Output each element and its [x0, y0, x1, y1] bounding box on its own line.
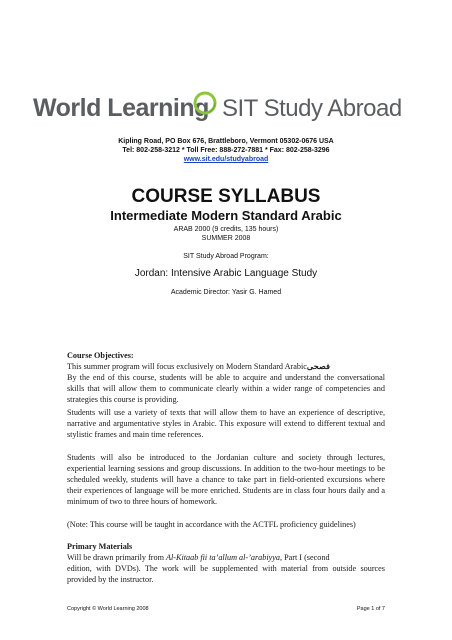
course-meta: [0, 225, 452, 243]
objectives-paragraph-3: Students will also be introduced to the Jordanian culture and society through lectures, experiential learning sessions and group discussions. In addition to the two-hour meetings to be scheduled weekly, students will have a chance to take part in field-oriented excursions where their experiences of language will be more enriched. Students are in class four hours daily and a minimum of two to three hours of homework.: [67, 453, 385, 506]
objectives-paragraph-1: [67, 361, 385, 405]
course-subtitle: Intermediate Modern Standard Arabic: [110, 208, 342, 223]
objectives-line-1: This summer program will focus exclusively on Modern Standard Arabic: [67, 362, 307, 371]
objectives-section: [67, 350, 385, 405]
address-block: [0, 137, 452, 164]
page-number: Page 1 of 7: [356, 606, 385, 612]
contact-line: Tel: 802-258-3212 * Toll Free: 888-272-7881 * Fax: 802-258-3296: [122, 147, 330, 154]
materials-heading: Primary Materials: [67, 542, 133, 551]
objectives-line-rest: By the end of this course, students will be able to acquire and understand the conversational skills that will allow them to communicate clearly within a wider range of competencies and strategies this course is providing.: [67, 373, 385, 404]
materials-text-start: Will be drawn primarily from: [67, 553, 167, 562]
course-term: SUMMER 2008: [201, 235, 251, 242]
brand-sit-study-abroad: SIT Study Abroad: [222, 95, 402, 122]
objectives-heading: Course Objectives:: [67, 351, 134, 360]
objectives-note: (Note: This course will be taught in accordance with the ACTFL proficiency guidelines): [67, 520, 356, 529]
materials-paragraph: [67, 552, 385, 585]
materials-text-rest: edition, with DVDs). The work will be supplemented with material from outside sources provided by the instructor.: [67, 564, 385, 584]
textbook-title: Al-Kitaab fii ta’allum al-’arabiyya: [166, 553, 280, 562]
program-name: Jordan: Intensive Arabic Language Study: [134, 268, 318, 279]
copyright: Copyright © World Learning 2008: [67, 606, 149, 612]
materials-text-line1-end: , Part I (second: [279, 553, 330, 562]
page-title: COURSE SYLLABUS: [131, 186, 321, 207]
logo-banner: [0, 90, 452, 130]
objectives-paragraph-2: Students will use a variety of texts that will allow them to have an experience of descriptive, narrative and argumentative styles in Arabic. This exposure will extend to different textual and stylistic frames and main time references.: [67, 408, 385, 439]
program-label: SIT Study Abroad Program:: [183, 253, 269, 260]
ring-logo-icon: [192, 90, 218, 116]
note-block: [67, 519, 385, 530]
address-line: Kipling Road, PO Box 676, Brattleboro, Vermont 05302-0676 USA: [118, 138, 334, 145]
academic-director: Academic Director: Yasir G. Hamed: [170, 289, 282, 296]
website-link[interactable]: www.sit.edu/studyabroad: [183, 156, 269, 163]
arabic-term: فصحى: [306, 362, 331, 371]
materials-section: [67, 541, 385, 585]
objectives-paragraph-2-block: [67, 407, 385, 440]
brand-world-learning: World Learning: [33, 94, 209, 122]
page-footer: [67, 606, 385, 612]
objectives-paragraph-3-block: [67, 452, 385, 507]
course-code: ARAB 2000 (9 credits, 135 hours): [173, 226, 279, 233]
